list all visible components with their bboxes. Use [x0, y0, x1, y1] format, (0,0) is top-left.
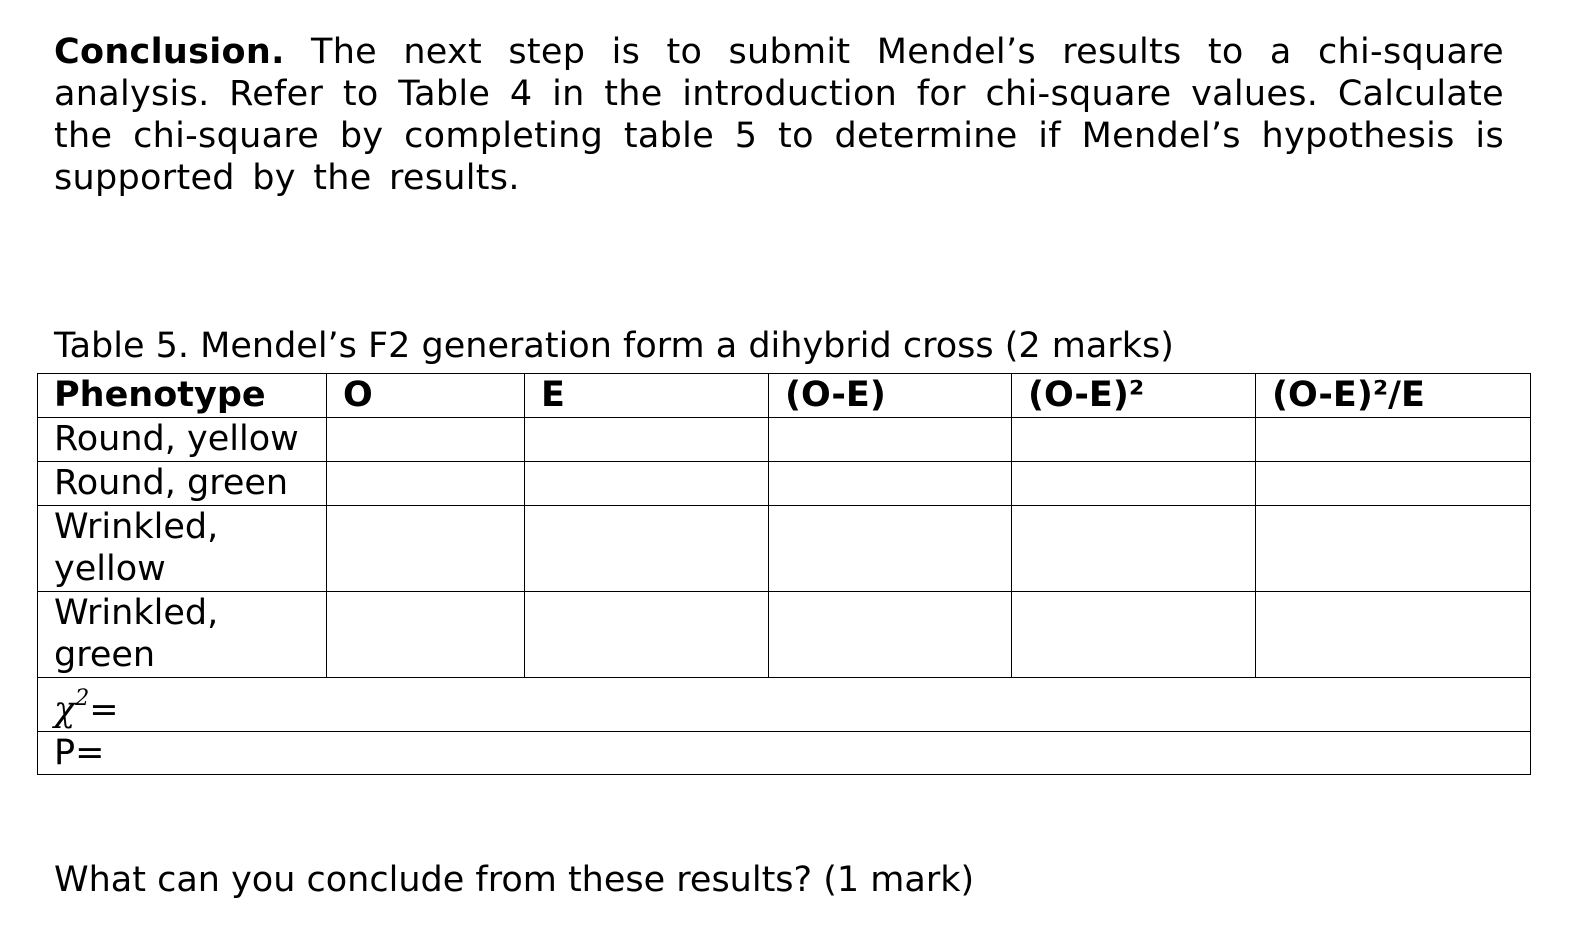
observed-cell[interactable] [327, 506, 525, 592]
expected-cell[interactable] [525, 592, 769, 678]
expected-cell[interactable] [525, 418, 769, 462]
phenotype-cell: Round, green [38, 462, 327, 506]
o-minus-e-squared-cell[interactable] [1012, 506, 1256, 592]
o-minus-e-squared-cell[interactable] [1012, 418, 1256, 462]
o-minus-e-squared-over-e-cell[interactable] [1256, 592, 1531, 678]
observed-cell[interactable] [327, 418, 525, 462]
header-expected: E [525, 374, 769, 418]
o-minus-e-cell[interactable] [769, 506, 1012, 592]
table-row [38, 418, 1531, 462]
o-minus-e-squared-over-e-cell[interactable] [1256, 506, 1531, 592]
phenotype-cell: Wrinkled, green [38, 592, 327, 678]
chi-equals: = [89, 690, 119, 730]
chi-superscript: 2 [75, 686, 90, 711]
header-observed: O [327, 374, 525, 418]
expected-cell[interactable] [525, 506, 769, 592]
o-minus-e-squared-over-e-cell[interactable] [1256, 462, 1531, 506]
table-row [38, 592, 1531, 678]
header-o-minus-e: (O-E) [769, 374, 1012, 418]
conclusion-question: What can you conclude from these results? (1 mark) [54, 860, 975, 900]
o-minus-e-squared-cell[interactable] [1012, 592, 1256, 678]
chi-symbol: χ [54, 690, 76, 730]
header-o-minus-e-squared-over-e: (O-E)²/E [1256, 374, 1531, 418]
conclusion-heading: Conclusion. [54, 32, 285, 72]
o-minus-e-squared-cell[interactable] [1012, 462, 1256, 506]
p-value-label: P= [54, 733, 105, 773]
header-phenotype: Phenotype [38, 374, 327, 418]
p-value-cell[interactable] [38, 732, 1531, 775]
table-row [38, 506, 1531, 592]
header-o-minus-e-squared: (O-E)² [1012, 374, 1256, 418]
o-minus-e-cell[interactable] [769, 462, 1012, 506]
phenotype-cell: Round, yellow [38, 418, 327, 462]
o-minus-e-cell[interactable] [769, 592, 1012, 678]
conclusion-paragraph [54, 31, 1504, 199]
table-header-row [38, 374, 1531, 418]
table-caption: Table 5. Mendel’s F2 generation form a dihybrid cross (2 marks) [54, 326, 1174, 366]
o-minus-e-cell[interactable] [769, 418, 1012, 462]
p-value-row [38, 732, 1531, 775]
observed-cell[interactable] [327, 592, 525, 678]
o-minus-e-squared-over-e-cell[interactable] [1256, 418, 1531, 462]
chi-square-table [37, 373, 1531, 775]
conclusion-text: The next step is to submit Mendel’s results to a chi-square analysis. Refer to Table 4 in the introduction for chi-square values. Calculate the chi-square by completing table 5 to determine if Mendel’s hypothesis is supported by the results. [54, 32, 1504, 198]
phenotype-cell: Wrinkled, yellow [38, 506, 327, 592]
expected-cell[interactable] [525, 462, 769, 506]
chi-square-row [38, 678, 1531, 732]
observed-cell[interactable] [327, 462, 525, 506]
table-row [38, 462, 1531, 506]
chi-square-cell[interactable] [38, 678, 1531, 732]
